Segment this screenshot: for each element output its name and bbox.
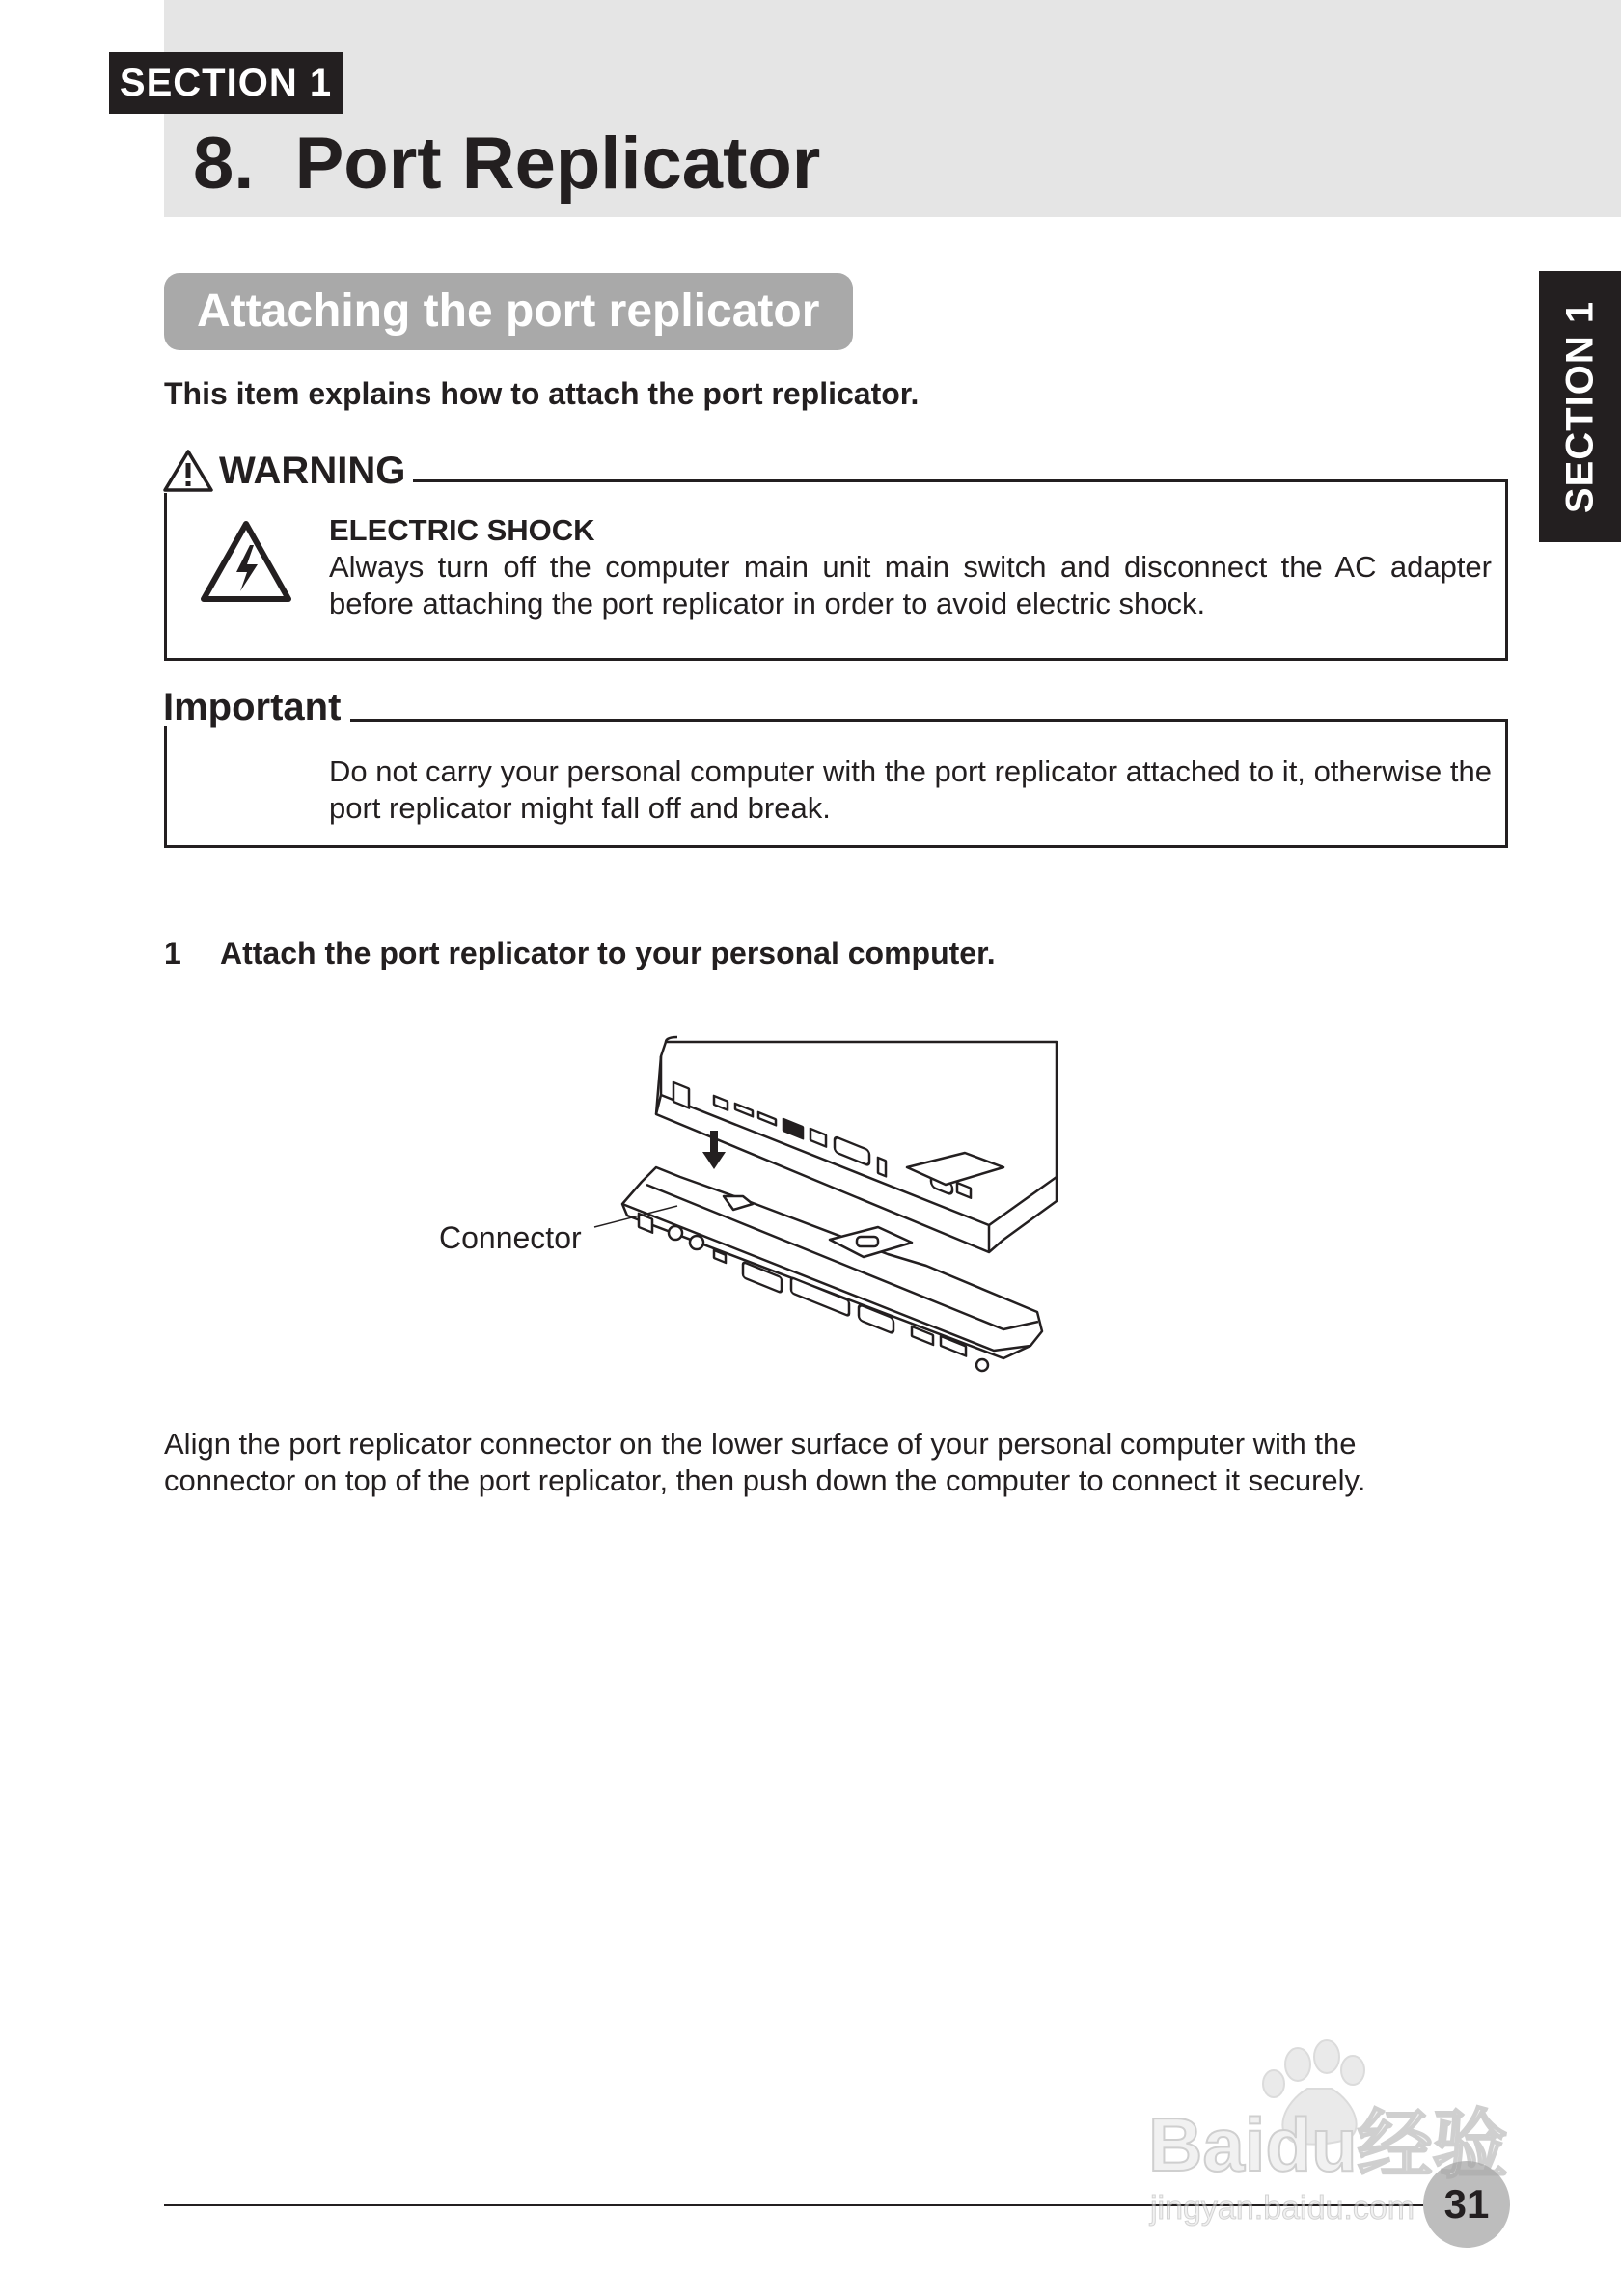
warning-triangle-icon bbox=[163, 449, 213, 493]
watermark-text: Baidu经验 bbox=[1148, 2102, 1508, 2187]
body-paragraph: Align the port replicator connector on the lower surface of your personal computer with the connector on top of the port replicator, then push down the computer to connect it securely. bbox=[164, 1427, 1366, 1497]
important-box bbox=[163, 686, 1508, 848]
warning-box bbox=[164, 450, 1508, 661]
page-number: 31 bbox=[1423, 2161, 1510, 2248]
step-text: Attach the port replicator to your personal computer. bbox=[220, 936, 996, 970]
section-tag: SECTION 1 bbox=[109, 52, 343, 114]
electric-shock-icon bbox=[200, 520, 292, 603]
connector-label: Connector bbox=[439, 1220, 582, 1255]
warning-label-text: WARNING bbox=[219, 450, 406, 492]
warning-text: Always turn off the computer main unit main switch and disconnect the AC adapter before attaching the port replicator in order to avoid electric shock. bbox=[329, 550, 1492, 620]
important-label: Important bbox=[163, 688, 346, 726]
side-section-tab-label: SECTION 1 bbox=[1558, 300, 1601, 513]
important-text: Do not carry your personal computer with the port replicator attached to it, otherwise the port replicator might fall off and break. bbox=[329, 754, 1492, 825]
warning-title: ELECTRIC SHOCK bbox=[329, 513, 595, 547]
port-replicator-illustration bbox=[425, 1023, 1081, 1389]
step-1 bbox=[164, 936, 996, 971]
subsection-title: Attaching the port replicator bbox=[164, 273, 853, 350]
chapter-title: 8. Port Replicator bbox=[193, 123, 821, 205]
step-number: 1 bbox=[164, 936, 181, 970]
intro-text: This item explains how to attach the port replicator. bbox=[164, 376, 920, 411]
warning-label bbox=[163, 449, 411, 493]
side-section-tab bbox=[1539, 271, 1621, 542]
watermark-url: jingyan.baidu.com bbox=[1150, 2190, 1415, 2227]
baidu-watermark-logo bbox=[1139, 2036, 1544, 2228]
warning-content bbox=[329, 512, 1492, 622]
